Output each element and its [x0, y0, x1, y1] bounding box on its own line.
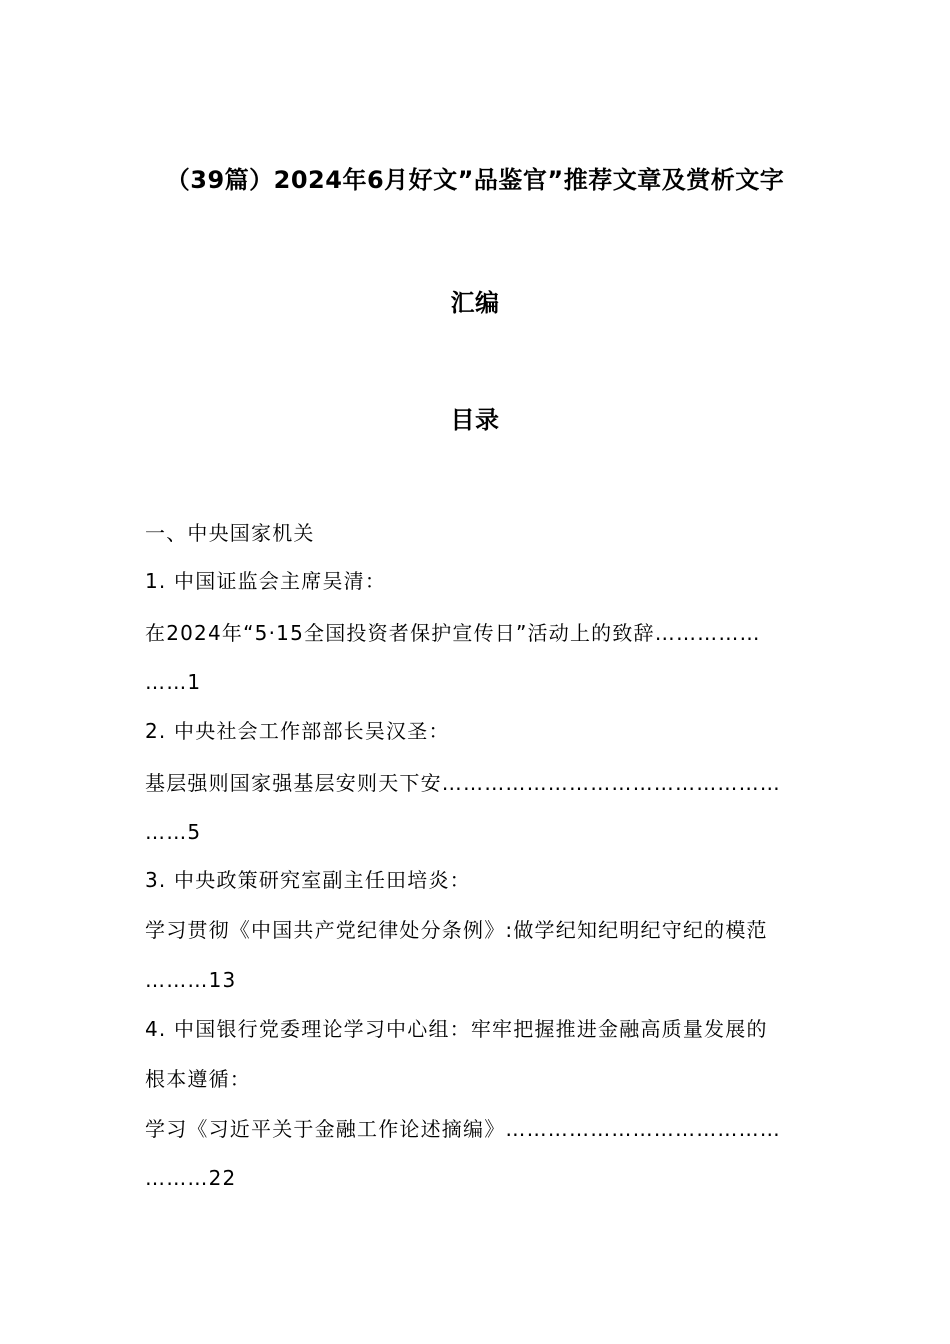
toc-entry-4-page: ………22 — [145, 1166, 237, 1190]
toc-entry-1-title: 在2024年“5·15全国投资者保护宣传日”活动上的致辞…………… — [145, 621, 761, 645]
toc-entry-4-author-cont: 根本遵循： — [145, 1067, 251, 1091]
toc-entry-1-page: ……1 — [145, 670, 202, 694]
toc-entry-3-page: ………13 — [145, 968, 237, 992]
toc-section-heading: 一、中央国家机关 — [145, 521, 315, 545]
document-title-line-1: （39篇）2024年6月好文”品鉴官”推荐文章及赏析文字 — [165, 166, 785, 194]
toc-heading: 目录 — [450, 406, 500, 434]
toc-entry-4-author: 4. 中国银行党委理论学习中心组：牢牢把握推进金融高质量发展的 — [145, 1017, 768, 1041]
toc-entry-3-author: 3. 中央政策研究室副主任田培炎： — [145, 868, 471, 892]
document-title-line-2: 汇编 — [450, 289, 500, 317]
toc-entry-1-author: 1. 中国证监会主席吴清： — [145, 569, 387, 593]
toc-entry-3-title: 学习贯彻《中国共产党纪律处分条例》:做学纪知纪明纪守纪的模范 — [145, 918, 768, 942]
toc-entry-2-title: 基层强则国家强基层安则天下安………………………………………… — [145, 771, 781, 795]
toc-entry-2-page: ……5 — [145, 820, 202, 844]
toc-entry-2-author: 2. 中央社会工作部部长吴汉圣： — [145, 719, 450, 743]
toc-entry-4-title: 学习《习近平关于金融工作论述摘编》………………………………… — [145, 1117, 781, 1141]
